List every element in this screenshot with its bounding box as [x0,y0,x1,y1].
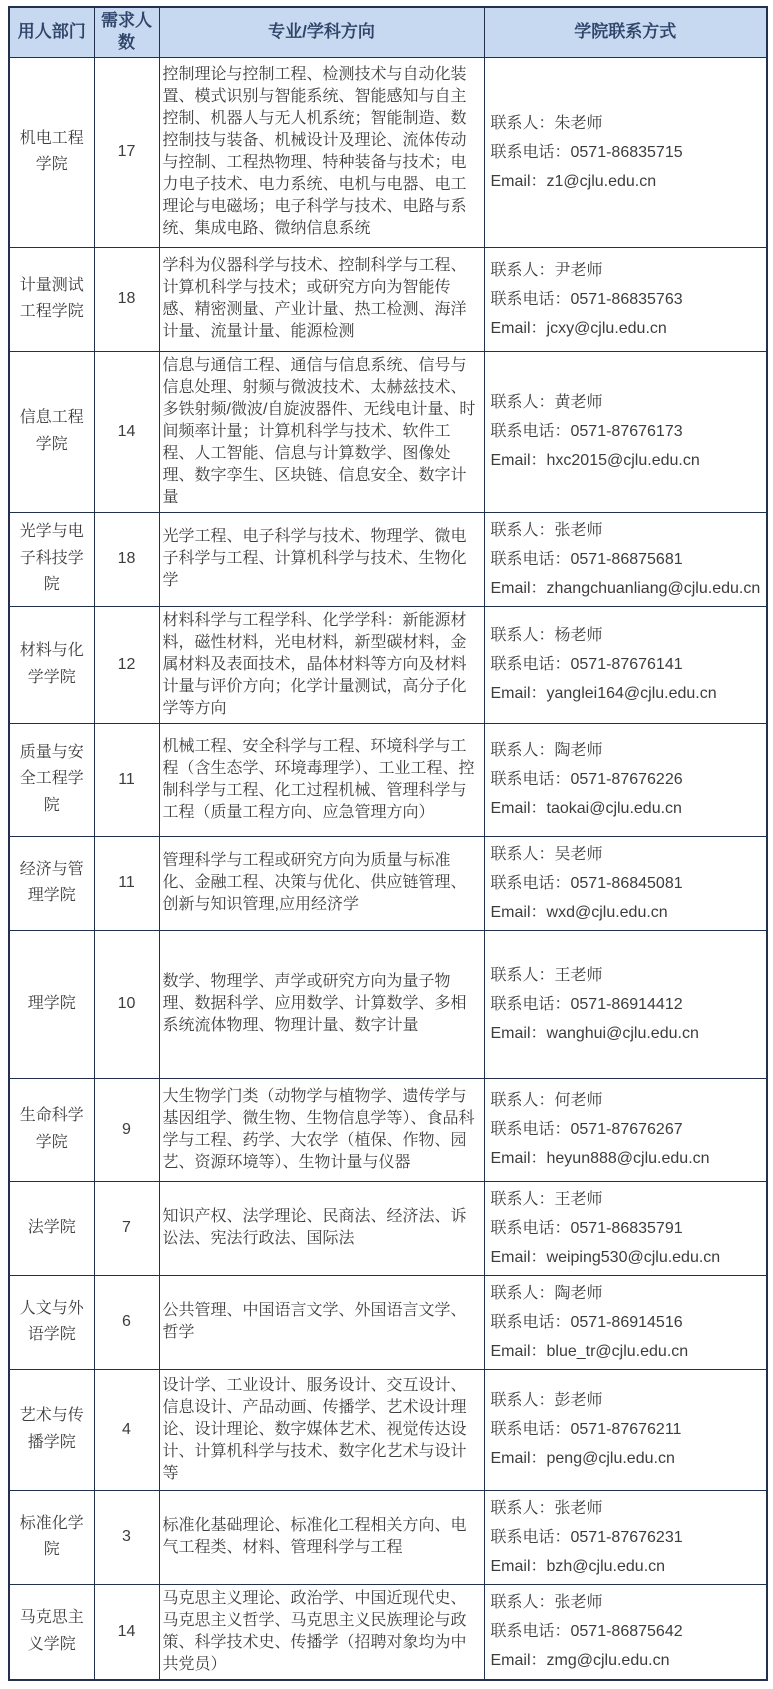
contact-phone: 联系电话：0571-86835715 [490,143,683,161]
majors-cell: 设计学、工业设计、服务设计、交互设计、信息设计、产品动画、传播学、艺术设计理论、设计理论、数字媒体艺术、视觉传达设计、计算机科学与技术、数字化艺术与设计等 [159,1369,484,1490]
table-row [9,247,767,351]
table-row [9,1181,767,1275]
table-body [9,57,767,1680]
count-cell: 9 [94,1078,159,1181]
contact-email: Email：peng@cjlu.edu.cn [490,1450,675,1467]
count-cell: 12 [94,606,159,723]
contact-email: Email：taokai@cjlu.edu.cn [490,800,682,817]
contact-email: Email：z1@cjlu.edu.cn [490,172,657,190]
count-cell: 10 [94,930,159,1078]
contact-cell [484,606,767,723]
contact-cell [484,1490,767,1584]
department-cell: 计量测试工程学院 [9,247,94,351]
contact-phone: 联系电话：0571-87676173 [490,423,683,440]
table-header [9,7,767,57]
count-cell: 14 [94,1584,159,1680]
count-cell: 3 [94,1490,159,1584]
contact-cell [484,723,767,836]
contact-person: 联系人：何老师 [490,1092,603,1109]
header-cell-count: 需求人数 [94,7,159,57]
contact-cell [484,57,767,247]
recruitment-table [8,6,768,1681]
contact-person: 联系人：张老师 [490,1594,603,1612]
majors-cell: 光学工程、电子科学与技术、物理学、微电子科学与工程、计算机科学与技术、生物化学 [159,512,484,606]
majors-cell: 管理科学与工程或研究方向为质量与标准化、金融工程、决策与优化、供应链管理、创新与知识管理,应用经济学 [159,836,484,930]
count-cell: 11 [94,836,159,930]
table-row [9,1275,767,1369]
department-cell: 马克思主义学院 [9,1584,94,1680]
contact-phone: 联系电话：0571-87676226 [490,771,683,788]
table-row [9,1078,767,1181]
contact-email: Email：jcxy@cjlu.edu.cn [490,319,667,337]
contact-phone: 联系电话：0571-86875642 [490,1623,683,1641]
contact-email: Email：bzh@cjlu.edu.cn [490,1557,666,1575]
contact-person: 联系人：王老师 [490,1190,603,1208]
table-row [9,1584,767,1680]
header-row [9,7,767,57]
contact-cell [484,1369,767,1490]
contact-cell [484,1275,767,1369]
contact-cell [484,247,767,351]
contact-person: 联系人：陶老师 [490,1284,603,1302]
contact-cell [484,512,767,606]
contact-email: Email：hxc2015@cjlu.edu.cn [490,452,700,469]
contact-phone: 联系电话：0571-87676211 [490,1421,682,1438]
majors-cell: 知识产权、法学理论、民商法、经济法、诉讼法、宪法行政法、国际法 [159,1181,484,1275]
table-row [9,930,767,1078]
majors-cell: 公共管理、中国语言文学、外国语言文学、哲学 [159,1275,484,1369]
contact-person: 联系人：黄老师 [490,394,603,411]
contact-cell [484,1078,767,1181]
contact-person: 联系人：彭老师 [490,1392,603,1409]
majors-cell: 数学、物理学、声学或研究方向为量子物理、数据科学、应用数学、计算数学、多相系统流体物理、物理计量、数字计量 [159,930,484,1078]
contact-email: Email：heyun888@cjlu.edu.cn [490,1150,710,1167]
contact-cell [484,1584,767,1680]
department-cell: 生命科学学院 [9,1078,94,1181]
table-row [9,512,767,606]
department-cell: 经济与管理学院 [9,836,94,930]
department-cell: 理学院 [9,930,94,1078]
contact-email: Email：wanghui@cjlu.edu.cn [490,1024,699,1042]
contact-email: Email：zmg@cjlu.edu.cn [490,1652,670,1670]
department-cell: 机电工程学院 [9,57,94,247]
contact-person: 联系人：王老师 [490,966,603,984]
header-cell-contact: 学院联系方式 [484,7,767,57]
count-cell: 7 [94,1181,159,1275]
table-row [9,57,767,247]
contact-cell [484,930,767,1078]
department-cell: 人文与外语学院 [9,1275,94,1369]
department-cell: 材料与化学学院 [9,606,94,723]
department-cell: 信息工程学院 [9,351,94,512]
contact-phone: 联系电话：0571-87676267 [490,1121,683,1138]
contact-person: 联系人：张老师 [490,521,603,539]
contact-person: 联系人：尹老师 [490,261,603,279]
contact-phone: 联系电话：0571-87676141 [490,656,683,673]
department-cell: 法学院 [9,1181,94,1275]
count-cell: 18 [94,512,159,606]
department-cell: 质量与安全工程学院 [9,723,94,836]
contact-phone: 联系电话：0571-86835763 [490,290,683,308]
majors-cell: 机械工程、安全科学与工程、环境科学与工程（含生态学、环境毒理学）、工业工程、控制科学与工程、化工过程机械、管理科学与工程（质量工程方向、应急管理方向） [159,723,484,836]
header-cell-department: 用人部门 [9,7,94,57]
majors-cell: 标准化基础理论、标准化工程相关方向、电气工程类、材料、管理科学与工程 [159,1490,484,1584]
contact-person: 联系人：陶老师 [490,742,603,759]
department-cell: 艺术与传播学院 [9,1369,94,1490]
contact-email: Email：wxd@cjlu.edu.cn [490,903,668,921]
table-row [9,836,767,930]
contact-cell [484,836,767,930]
contact-person: 联系人：朱老师 [490,114,603,132]
contact-phone: 联系电话：0571-86875681 [490,550,683,568]
contact-cell [484,1181,767,1275]
contact-email: Email：zhangchuanliang@cjlu.edu.cn [490,579,761,597]
table-row [9,351,767,512]
department-cell: 光学与电子科技学院 [9,512,94,606]
contact-phone: 联系电话：0571-86835791 [490,1219,683,1237]
count-cell: 4 [94,1369,159,1490]
count-cell: 14 [94,351,159,512]
contact-phone: 联系电话：0571-86914516 [490,1313,683,1331]
majors-cell: 材料科学与工程学科、化学学科：新能源材料，磁性材料，光电材料，新型碳材料，金属材料及表面技术，晶体材料等方向及材料计量与评价方向；化学计量测试，高分子化学等方向 [159,606,484,723]
table-row [9,1369,767,1490]
contact-email: Email：yanglei164@cjlu.edu.cn [490,685,717,702]
contact-phone: 联系电话：0571-87676231 [490,1528,683,1546]
majors-cell: 大生物学门类（动物学与植物学、遗传学与基因组学、微生物、生物信息学等）、食品科学与工程、药学、大农学（植保、作物、园艺、资源环境等）、生物计量与仪器 [159,1078,484,1181]
contact-phone: 联系电话：0571-86845081 [490,874,683,892]
contact-person: 联系人：吴老师 [490,845,603,863]
contact-cell [484,351,767,512]
majors-cell: 学科为仪器科学与技术、控制科学与工程、计算机科学与技术；或研究方向为智能传感、精密测量、产业计量、热工检测、海洋计量、流量计量、能源检测 [159,247,484,351]
header-cell-majors: 专业/学科方向 [159,7,484,57]
contact-person: 联系人：杨老师 [490,627,603,644]
department-cell: 标准化学院 [9,1490,94,1584]
contact-email: Email：blue_tr@cjlu.edu.cn [490,1342,689,1360]
count-cell: 6 [94,1275,159,1369]
table-row [9,606,767,723]
contact-person: 联系人：张老师 [490,1499,603,1517]
table-row [9,1490,767,1584]
count-cell: 11 [94,723,159,836]
count-cell: 18 [94,247,159,351]
majors-cell: 马克思主义理论、政治学、中国近现代史、马克思主义哲学、马克思主义民族理论与政策、科学技术史、传播学（招聘对象均为中共党员） [159,1584,484,1680]
contact-email: Email：weiping530@cjlu.edu.cn [490,1248,721,1266]
majors-cell: 信息与通信工程、通信与信息系统、信号与信息处理、射频与微波技术、太赫兹技术、多铁射频/微波/自旋波器件、无线电计量、时间频率计量；计算机科学与技术、软件工程、人工智能、信息与计算数学、图像处理、数字孪生、区块链、信息安全、数字计量 [159,351,484,512]
count-cell: 17 [94,57,159,247]
contact-phone: 联系电话：0571-86914412 [490,995,683,1013]
table-row [9,723,767,836]
majors-cell: 控制理论与控制工程、检测技术与自动化装置、模式识别与智能系统、智能感知与自主控制、机器人与无人机系统；智能制造、数控制技与装备、机械设计及理论、流体传动与控制、工程热物理、特种装备与技术；电力电子技术、电力系统、电机与电器、电工理论与电磁场；电子科学与技术、电路与系统、集成电路、微纳信息系统 [159,57,484,247]
